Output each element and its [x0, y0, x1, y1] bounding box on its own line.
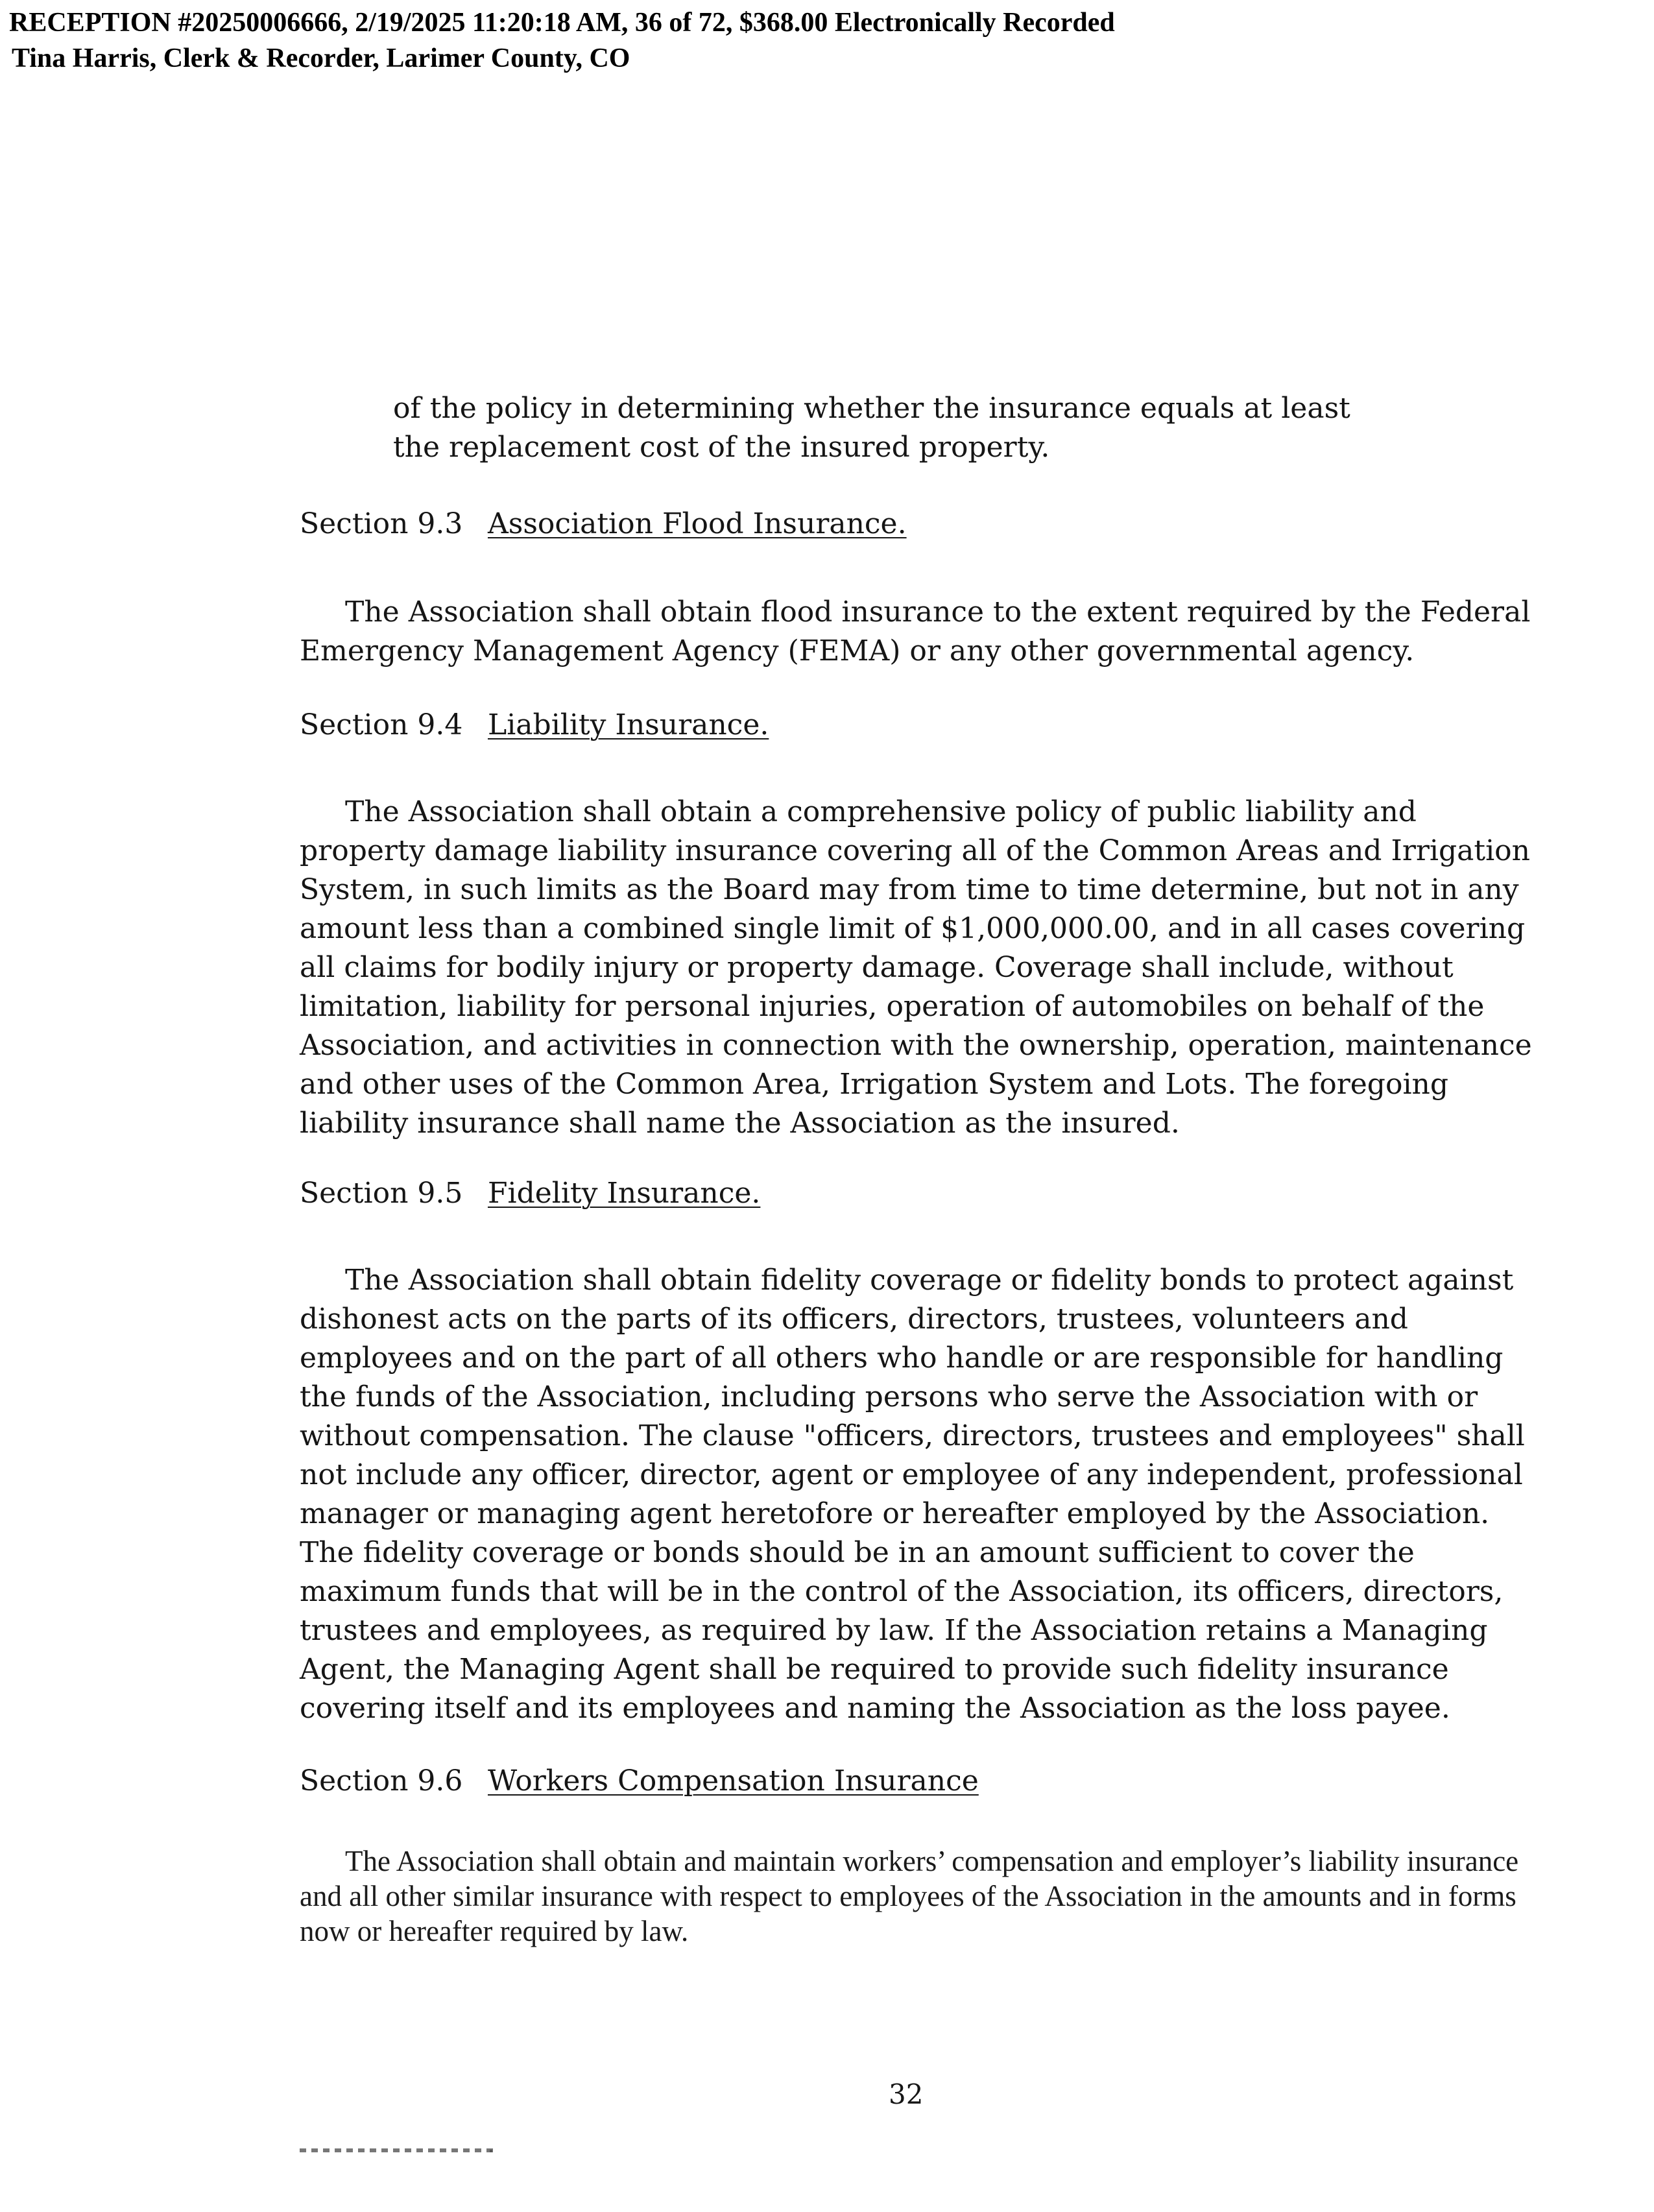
section-title: Fidelity Insurance. — [488, 1177, 761, 1210]
section-number: Section 9.5 — [300, 1177, 463, 1210]
section-body-9-6: The Association shall obtain and maintain workers’ compensation and employer’s liability insurance and all other similar insurance with respect to employees of the Association in the amounts and in forms now or hereafter required by law. — [300, 1845, 1519, 1947]
recording-header-line2: Tina Harris, Clerk & Recorder, Larimer County, CO — [12, 43, 630, 73]
page-number: 32 — [889, 2078, 924, 2110]
section-title: Liability Insurance. — [488, 708, 769, 741]
section-heading-9-4 — [300, 706, 769, 745]
section-title: Association Flood Insurance. — [488, 507, 907, 540]
scan-artifact-mark — [300, 2148, 494, 2152]
section-body-9-3: The Association shall obtain flood insurance to the extent required by the Federal Emergency Management Agency (FEMA) or any other governmental agency. — [300, 595, 1531, 667]
section-heading-9-5 — [300, 1174, 760, 1213]
section-heading-9-3 — [300, 505, 907, 544]
section-number: Section 9.3 — [300, 507, 463, 540]
section-number: Section 9.6 — [300, 1764, 463, 1797]
section-heading-9-6 — [300, 1762, 979, 1801]
scan-artifact-dot — [490, 2150, 492, 2152]
section-number: Section 9.4 — [300, 708, 463, 741]
continuation-paragraph: of the policy in determining whether the insurance equals at least the replacement cost of the insured property. — [393, 392, 1350, 464]
section-body-9-4: The Association shall obtain a comprehensive policy of public liability and property damage liability insurance covering all of the Common Areas and Irrigation System, in such limits as the Board may from time to time determine, but not in any amount less than a combined single limit of $1,000,000.00, and in all cases covering all claims for bodily injury or property damage. Coverage shall include, without limitation, liability for personal injuries, operation of automobiles on behalf of the Association, and activities in connection with the ownership, operation, maintenance and other uses of the Common Area, Irrigation System and Lots. The foregoing liability insurance shall name the Association as the insured. — [300, 795, 1532, 1140]
recording-header — [9, 5, 1115, 77]
section-body-9-5: The Association shall obtain fidelity coverage or fidelity bonds to protect against dishonest acts on the parts of its officers, directors, trustees, volunteers and employees and on the part of all others who handle or are responsible for handling the funds of the Association, including persons who serve the Association with or without compensation. The clause "officers, directors, trustees and employees" shall not include any officer, director, agent or employee of any independent, professional manager or managing agent heretofore or hereafter employed by the Association. The fidelity coverage or bonds should be in an amount sufficient to cover the maximum funds that will be in the control of the Association, its officers, directors, trustees and employees, as required by law. If the Association retains a Managing Agent, the Managing Agent shall be required to provide such fidelity insurance covering itself and its employees and naming the Association as the loss payee. — [300, 1264, 1525, 1725]
recording-header-line1: RECEPTION #20250006666, 2/19/2025 11:20:18 AM, 36 of 72, $368.00 Electronically Recorded — [9, 8, 1115, 38]
section-title: Workers Compensation Insurance — [488, 1764, 979, 1797]
